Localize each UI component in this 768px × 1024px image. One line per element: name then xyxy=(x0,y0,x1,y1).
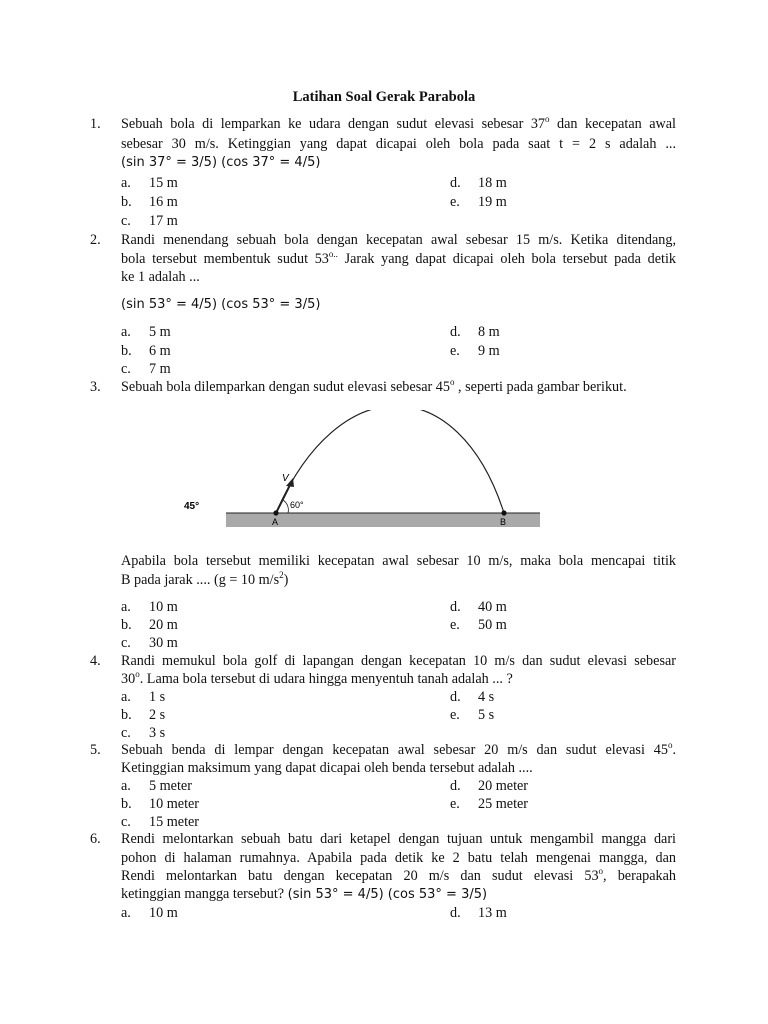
question-number: 4. xyxy=(90,653,101,669)
question-text-line: pohon di halaman rumahnya. Apabila pada detik ke 2 batu telah mengenai mangga, dan xyxy=(121,850,676,866)
point-b-marker xyxy=(501,510,506,515)
question-text-line: bola tersebut membentuk sudut $53^{o..}$ Jarak yang dapat dicapai oleh bola tersebut pada detik xyxy=(121,249,676,267)
option-e: e. 9 m xyxy=(450,343,500,359)
question-text-line: ketinggian mangga tersebut? (sin 53° = 4/5) (cos 53° = 3/5) xyxy=(121,886,488,902)
option-a: a. 5 meter xyxy=(121,778,192,794)
point-a-label: A xyxy=(272,517,279,527)
angle-arc xyxy=(283,500,288,513)
question-text-line: Sebuah bola di lemparkan ke udara dengan sudut elevasi sebesar 37$^o$ dan kecepatan awal xyxy=(121,114,676,132)
option-c: c. 3 s xyxy=(121,725,166,741)
question-text-line: B pada jarak .... (g = 10 $m/s^2$) xyxy=(121,570,289,588)
option-d: d. 4 s xyxy=(450,689,495,705)
question-text-line: Randi menendang sebuah bola dengan kecepatan awal sebesar 15 m/s. Ketika ditendang, xyxy=(121,232,676,248)
question-text-line: Randi memukul bola golf di lapangan dengan kecepatan 10 m/s dan sudut elevasi sebesar xyxy=(121,653,676,669)
question-text-line: Sebuah bola dilemparkan dengan sudut elevasi sebesar 45$^o$ , seperti pada gambar berikut. xyxy=(121,377,627,395)
page-title: Latihan Soal Gerak Parabola xyxy=(292,89,476,105)
question-number: 5. xyxy=(90,742,101,758)
projectile-figure xyxy=(178,410,548,530)
option-c: c. 7 m xyxy=(121,361,171,377)
option-d: d. 8 m xyxy=(450,324,500,340)
option-c: c. 15 meter xyxy=(121,814,200,830)
angle-label: 45° xyxy=(184,501,200,512)
question-text-line: Apabila bola tersebut memiliki kecepatan awal sebesar 10 m/s, maka bola mencapai titik xyxy=(121,553,676,569)
option-b: b. 6 m xyxy=(121,343,171,359)
trig-hint: (sin 53° = 4/5) (cos 53° = 3/5) xyxy=(287,887,488,902)
option-b: b. 10 meter xyxy=(121,796,200,812)
question-number: 1. xyxy=(90,116,101,132)
option-e: e. 19 m xyxy=(450,194,507,210)
question-number: 6. xyxy=(90,831,101,847)
question-text-line: ke 1 adalah ... xyxy=(121,269,200,285)
option-a: a. 10 m xyxy=(121,599,178,615)
option-b: b. 20 m xyxy=(121,617,178,633)
option-e: e. 5 s xyxy=(450,707,495,723)
option-d: d. 18 m xyxy=(450,175,507,191)
option-d: d. 13 m xyxy=(450,905,507,921)
option-b: b. 2 s xyxy=(121,707,166,723)
option-a: a. 1 s xyxy=(121,689,166,705)
question-number: 3. xyxy=(90,379,101,395)
question-text-line: 30$^o$. Lama bola tersebut di udara hingga menyentuh tanah adalah ... ? xyxy=(121,669,513,687)
option-d: d. 20 meter xyxy=(450,778,529,794)
option-a: a. 5 m xyxy=(121,324,171,340)
option-d: d. 40 m xyxy=(450,599,507,615)
option-e: e. 25 meter xyxy=(450,796,529,812)
trig-hint: (sin 53° = 4/5) (cos 53° = 3/5) xyxy=(121,297,321,312)
question-text-line: Rendi melontarkan batu dengan kecepatan 20 m/s dan sudut elevasi 53$^o$, berapakah xyxy=(121,866,676,884)
trig-hint: (sin 37° = 3/5) (cos 37° = 4/5) xyxy=(121,155,321,170)
inner-angle-label: 60° xyxy=(290,500,304,510)
option-b: b. 16 m xyxy=(121,194,178,210)
question-text-line: Ketinggian maksimum yang dapat dicapai oleh benda tersebut adalah .... xyxy=(121,760,533,776)
question-text-line: Sebuah benda di lempar dengan kecepatan awal sebesar 20 m/s dan sudut elevasi 45$^o$. xyxy=(121,740,676,758)
point-a-marker xyxy=(273,510,278,515)
velocity-label: V xyxy=(282,473,289,484)
question-text-line: sebesar 30 m/s. Ketinggian yang dapat dicapai oleh bola pada saat t = 2 s adalah ... xyxy=(121,136,676,152)
velocity-arrow xyxy=(276,483,291,513)
option-c: c. 30 m xyxy=(121,635,178,651)
option-a: a. 10 m xyxy=(121,905,178,921)
option-e: e. 50 m xyxy=(450,617,507,633)
question-number: 2. xyxy=(90,232,101,248)
option-a: a. 15 m xyxy=(121,175,178,191)
point-b-label: B xyxy=(500,517,507,527)
option-c: c. 17 m xyxy=(121,213,178,229)
question-text-line: Rendi melontarkan sebuah batu dari ketapel dengan tujuan untuk mengambil mangga dari xyxy=(121,831,676,847)
trajectory-path xyxy=(276,410,504,513)
